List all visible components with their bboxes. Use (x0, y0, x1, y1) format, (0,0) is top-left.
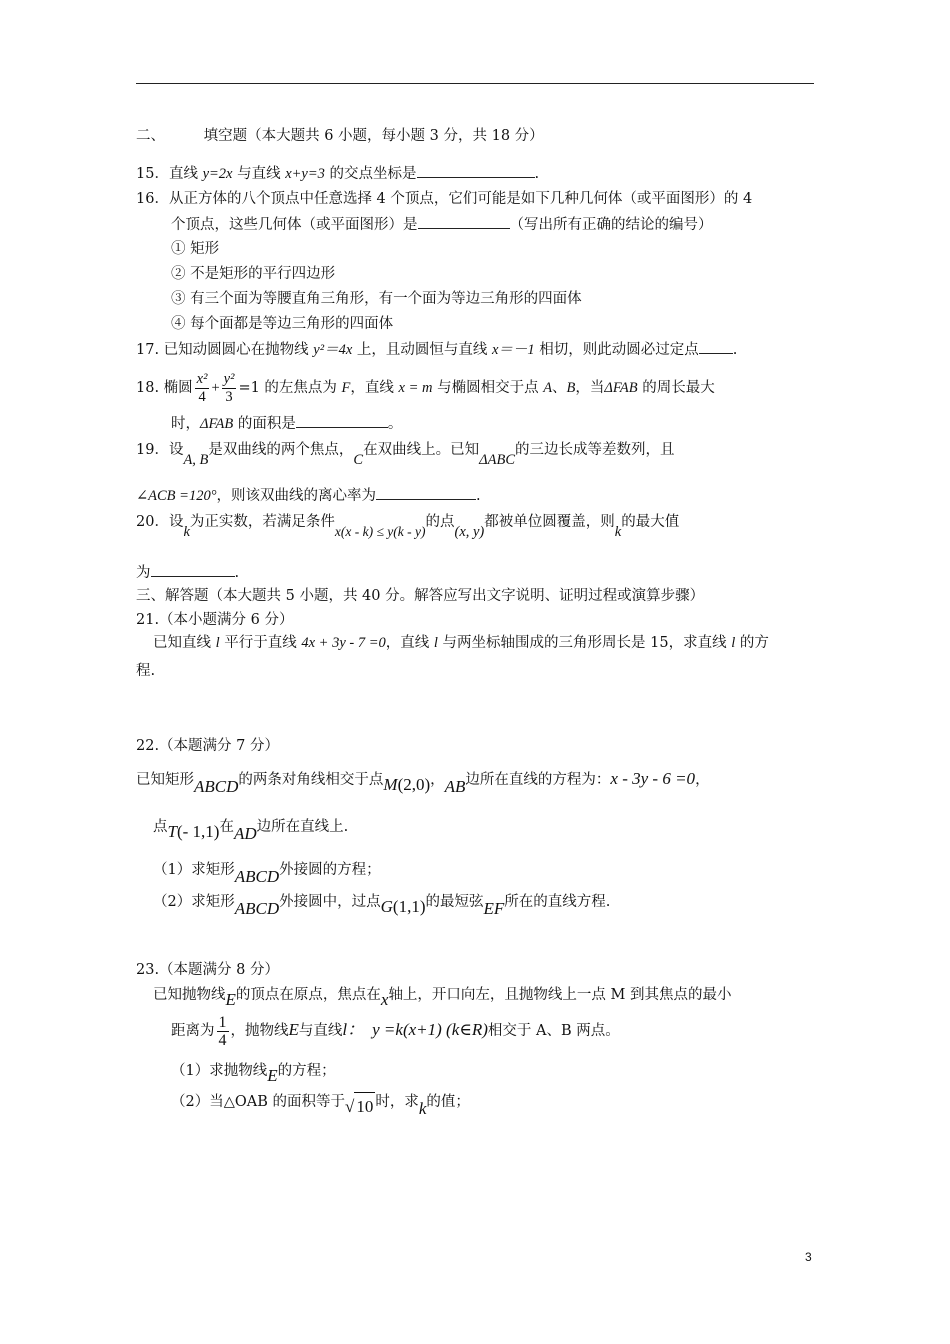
option-4: ④ 每个面都是等边三角形的四面体 (171, 316, 394, 332)
question-16-line-2: 个顶点，这些几何体（或平面图形）是 （写出所有正确的结论的编号） (171, 214, 713, 235)
answer-blank (417, 163, 535, 178)
question-18-line-2: 时，ΔFAB 的面积是 。 (171, 413, 402, 434)
question-22-part-2: （2）求矩形ABCD外接圆中，过点G(1,1)的最短弦EF所在的直线方程. (153, 894, 611, 918)
question-23-part-1: （1）求抛物线E的方程； (171, 1063, 336, 1085)
question-23-title: 23.（本题满分 8 分） (136, 962, 280, 978)
question-23: 已知抛物线E的顶点在原点，焦点在x轴上，开口向左，且抛物线上一点 M 到其焦点的最小 (153, 987, 732, 1009)
answer-blank (376, 485, 476, 500)
top-rule (136, 83, 814, 84)
fraction-1-over-4: $\frac{1}{4}$ (218, 1013, 227, 1049)
question-15: 15．直线 y=2x 与直线 x+y=3 的交点坐标是 . (136, 163, 539, 184)
question-20: 20．设k为正实数，若满足条件x(x - k) ≤ y(k - y)的点(x, y)都被单位圆覆盖，则k的最大值 (136, 514, 680, 540)
question-21-line-2: 程. (136, 663, 156, 679)
section-3-heading: 三、解答题（本大题共 5 小题，共 40 分。解答应写出文字说明、证明过程或演算步骤） (136, 588, 705, 604)
question-20-line-2: 为 . (136, 562, 239, 583)
question-21-title: 21.（本小题满分 6 分） (136, 612, 294, 628)
option-3: ③ 有三个面为等腰直角三角形，有一个面为等边三角形的四面体 (171, 291, 582, 307)
question-18: 18. 椭圆 $\frac{\text{x²}}{4}$ + $\frac{\text{y²}}{3}$ =1 的左焦点为 F，直线 x = m 与椭圆相交于点 A、B，当ΔFAB 的周长最大 (136, 370, 715, 405)
fraction-y2-over-3: $\frac{\text{y²}}{3}$ (223, 370, 235, 405)
question-22-title: 22.（本题满分 7 分） (136, 738, 280, 754)
question-16-line-1: 16．从正方体的八个顶点中任意选择 4 个顶点，它们可能是如下几种几何体（或平面图形）的 4 (136, 191, 753, 207)
answer-blank (151, 562, 235, 577)
question-19: 19．设A, B是双曲线的两个焦点，C在双曲线上。已知ΔABC的三边长成等差数列，且 (136, 442, 675, 468)
question-23-part-2: （2）当△OAB 的面积等于√ 10 时，求k的值； (171, 1086, 470, 1116)
question-23-line-2: 距离为 $\frac{1}{4}$ ，抛物线E与直线l： y =k(x+1) (k∈R)相交于 A、B 两点。 (171, 1013, 620, 1049)
option-2: ② 不是矩形的平行四边形 (171, 266, 336, 282)
page-number: 3 (805, 1250, 812, 1264)
answer-blank (418, 214, 510, 229)
answer-blank (699, 339, 733, 354)
option-1: ① 矩形 (171, 241, 220, 257)
question-19-line-2: ∠ACB =120°，则该双曲线的离心率为 . (136, 485, 481, 506)
fraction-x2-over-4: $\frac{\text{x²}}{4}$ (196, 370, 208, 405)
question-22-part-1: （1）求矩形ABCD外接圆的方程； (153, 862, 381, 886)
answer-blank (296, 413, 388, 428)
section-2-heading: 二、 填空题（本大题共 6 小题，每小题 3 分，共 18 分） (136, 128, 544, 144)
question-22-line-2: 点T(- 1,1)在AD边所在直线上. (153, 819, 349, 843)
question-22: 已知矩形ABCD的两条对角线相交于点M(2,0)，AB边所在直线的方程为：x - 3y - 6 =0， (136, 769, 710, 796)
question-21: 已知直线 l 平行于直线 4x + 3y - 7 =0，直线 l 与两坐标轴围成的三角形周长是 15，求直线 l 的方 (153, 635, 769, 651)
sqrt-expression: √ 10 (345, 1097, 375, 1117)
question-17: 17. 已知动圆圆心在抛物线 y²＝4x 上，且动圆恒与直线 x＝－1 相切，则此动圆必过定点 . (136, 339, 737, 360)
